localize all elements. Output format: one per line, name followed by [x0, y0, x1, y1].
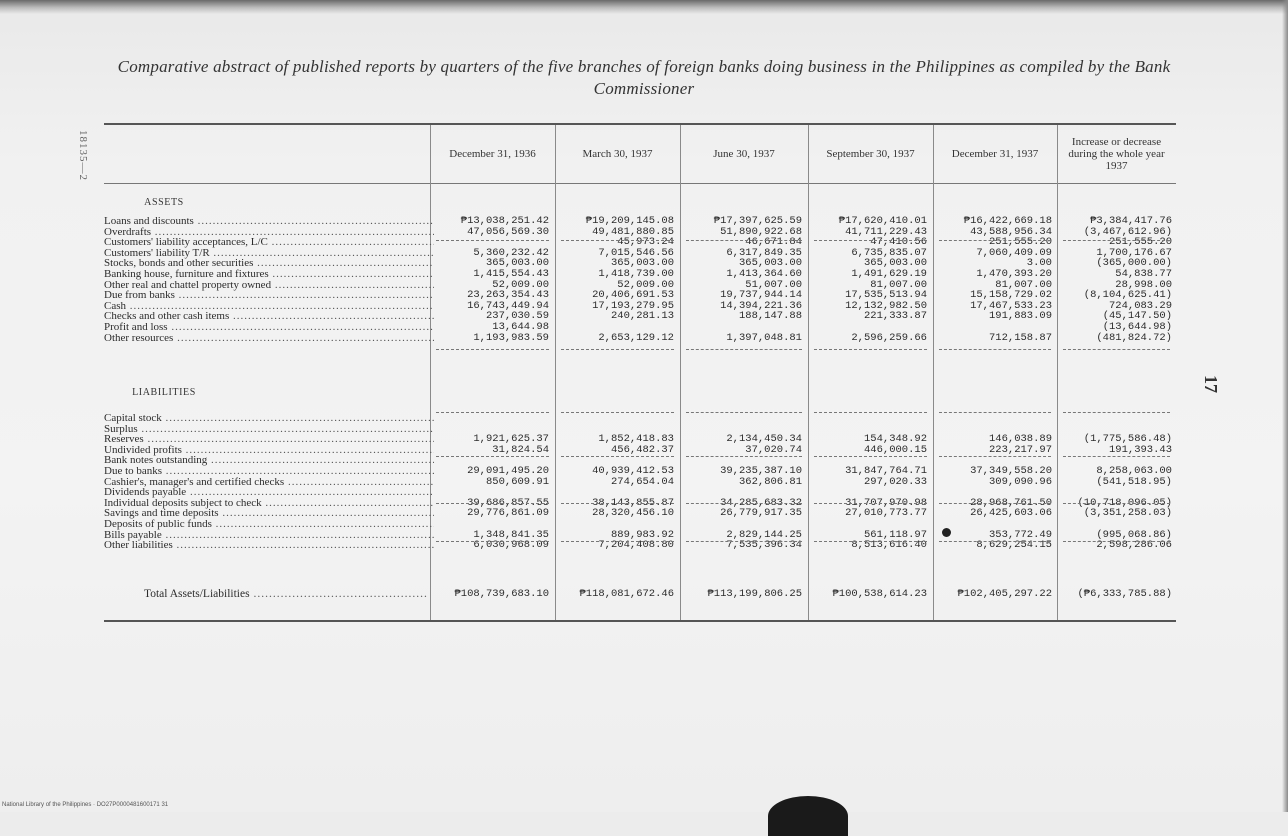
table-cell-value: 365,003.00: [485, 257, 549, 270]
footer-credit: National Library of the Philippines · DO27P0000481600171 31: [2, 802, 169, 808]
liabilities-row: [104, 508, 434, 519]
assets-row-label: Stocks, bonds and other securities: [104, 258, 254, 270]
liabilities-row: [104, 498, 434, 509]
table-cell-value: 191,393.43: [1108, 443, 1172, 456]
table-cell-value: 2,134,450.34: [726, 433, 802, 446]
document-title: Comparative abstract of published reports by quarters of the five branches of foreign banks doing business in the Philippines as compiled by the Bank Commissioner: [117, 57, 1171, 98]
assets-row: [104, 290, 434, 301]
separator-rule: [1063, 412, 1170, 413]
liabilities-row: [104, 445, 434, 456]
total-cell-value: ₱102,405,297.22: [957, 588, 1052, 600]
separator-rule: [561, 541, 674, 542]
assets-row-label: Other real and chattel property owned: [104, 279, 272, 291]
table-cell-value: 365,003.00: [738, 257, 802, 270]
table-cell-value: [808, 413, 927, 424]
liabilities-row-label: Individual deposits subject to check: [104, 497, 262, 509]
table-cell-value: 712,158.87: [988, 331, 1052, 344]
table-cell-value: 37,349,558.20: [970, 465, 1052, 477]
separator-rule: [436, 240, 549, 241]
separator-rule: [686, 456, 802, 457]
table-cell-value: 2,653,129.12: [598, 331, 674, 344]
table-cell-value: 12,132,982.50: [845, 299, 927, 312]
table-cell-value: 223,217.97: [988, 443, 1052, 456]
assets-row-label: Banking house, furniture and fixtures: [104, 269, 269, 280]
table-cell-value: ₱19,209,145.08: [585, 215, 674, 227]
header-rule: [104, 183, 1176, 184]
table-cell-value: [933, 413, 1052, 424]
page-right-edge-shadow: [1282, 0, 1288, 812]
table-cell-value: (10,718,096.05): [1077, 496, 1172, 509]
page-number: 17: [1201, 375, 1221, 393]
total-cell-value: ₱113,199,806.25: [707, 588, 802, 600]
separator-rule: [814, 503, 927, 504]
table-cell-value: 47,410.56: [870, 236, 927, 249]
table-cell-value: 13,644.98: [492, 321, 549, 333]
table-cell-value: 38,143,855.87: [592, 496, 674, 509]
separator-rule: [1063, 349, 1170, 350]
table-cell-value: 26,779,917.35: [720, 507, 802, 520]
table-cell-value: 29,091,495.20: [467, 465, 549, 477]
table-cell-value: 81,007.00: [870, 278, 927, 291]
assets-row-label: Other resources: [104, 332, 174, 344]
liabilities-row-label: Deposits of public funds: [104, 519, 212, 530]
assets-row: [104, 322, 434, 333]
assets-row-label: Profit and loss: [104, 322, 168, 333]
table-cell-value: (3,467,612.96): [1083, 225, 1172, 238]
table-cell-value: 28,998.00: [1115, 278, 1172, 291]
table-cell-value: [430, 413, 549, 424]
table-cell-value: 45,973.24: [617, 236, 674, 249]
separator-rule: [814, 541, 927, 542]
comparative-table: [104, 123, 1176, 622]
separator-rule: [814, 349, 927, 350]
table-cell-value: 240,281.13: [610, 310, 674, 323]
table-cell-value: 8,513,616.40: [851, 539, 927, 552]
table-cell-value: 1,418,739.00: [598, 268, 674, 280]
table-cell-value: ₱17,397,625.59: [713, 215, 802, 227]
table-cell-value: 31,707,970.98: [845, 496, 927, 509]
table-cell-value: 889,983.92: [610, 528, 674, 541]
column-header: December 31, 1936: [449, 148, 536, 160]
assets-row: [104, 333, 434, 344]
liabilities-row: [104, 519, 434, 530]
assets-row-label: Checks and other cash items: [104, 311, 230, 323]
table-cell-value: 31,824.54: [492, 443, 549, 456]
table-cell-value: 1,413,364.60: [726, 268, 802, 280]
total-cell-value: ₱108,739,683.10: [454, 588, 549, 600]
table-cell-value: 26,425,603.06: [970, 507, 1052, 520]
table-cell-value: 15,158,729.02: [970, 289, 1052, 302]
table-cell-value: 1,415,554.43: [473, 268, 549, 280]
separator-rule: [1063, 456, 1170, 457]
liabilities-row: [104, 487, 434, 498]
table-cell-value: 7,535,396.34: [726, 539, 802, 552]
assets-row: [104, 258, 434, 269]
table-cell-value: 52,009.00: [617, 278, 674, 291]
separator-rule: [561, 412, 674, 413]
table-cell-value: 446,000.15: [863, 443, 927, 456]
table-cell-value: 17,535,513.94: [845, 289, 927, 302]
table-cell-value: 6,317,849.35: [726, 246, 802, 259]
separator-rule: [1063, 503, 1170, 504]
table-cell-value: 2,829,144.25: [726, 528, 802, 541]
table-cell-value: ₱16,422,669.18: [963, 215, 1052, 227]
table-cell-value: 6,735,835.07: [851, 246, 927, 259]
separator-rule: [1063, 541, 1170, 542]
table-cell-value: 5,360,232.42: [473, 246, 549, 259]
total-cell-value: ₱100,538,614.23: [832, 588, 927, 600]
table-cell-value: 19,737,944.14: [720, 289, 802, 302]
table-cell-value: 27,010,773.77: [845, 507, 927, 520]
page-top-shadow: [0, 0, 1288, 14]
table-cell-value: 365,003.00: [863, 257, 927, 270]
table-cell-value: 81,007.00: [995, 278, 1052, 291]
side-print-number: 18135—2: [77, 130, 89, 181]
liabilities-row-label: Savings and time deposits: [104, 508, 219, 520]
table-cell-value: 23,263,354.43: [467, 289, 549, 302]
separator-rule: [939, 412, 1051, 413]
table-cell-value: 28,968,761.50: [970, 496, 1052, 509]
assets-row: [104, 227, 434, 238]
assets-row: [104, 248, 434, 259]
table-cell-value: 353,772.49: [988, 528, 1052, 541]
table-cell-value: [555, 413, 674, 424]
table-cell-value: 2,596,259.66: [851, 331, 927, 344]
total-cell-value: (₱6,333,785.88): [1077, 588, 1172, 600]
assets-row: [104, 216, 434, 227]
column-header: December 31, 1937: [951, 148, 1039, 160]
column-header: September 30, 1937: [826, 148, 915, 160]
table-cell-value: 49,481,880.85: [592, 225, 674, 238]
table-cell-value: 724,083.29: [1108, 299, 1172, 312]
liabilities-row-label: Capital stock: [104, 413, 162, 424]
table-cell-value: 251,555.20: [1108, 236, 1172, 249]
table-cell-value: 237,030.59: [485, 310, 549, 323]
liabilities-row: [104, 477, 434, 488]
separator-rule: [686, 240, 802, 241]
separator-rule: [939, 503, 1051, 504]
table-cell-value: 28,320,456.10: [592, 507, 674, 520]
liabilities-row-label: Surplus: [104, 423, 138, 435]
separator-rule: [939, 240, 1051, 241]
total-label: Total Assets/Liabilities: [144, 589, 250, 600]
column-header: June 30, 1937: [713, 148, 775, 160]
liabilities-row-label: Cashier's, manager's and certified checks: [104, 476, 285, 488]
liabilities-row-label: Dividends payable: [104, 487, 187, 499]
liabilities-row-label: Due to banks: [104, 466, 163, 477]
liabilities-row: [104, 540, 434, 551]
separator-rule: [814, 240, 927, 241]
table-cell-value: ₱17,620,410.01: [838, 215, 927, 227]
assets-row-label: Loans and discounts: [104, 216, 194, 227]
table-cell-value: (3,351,258.03): [1083, 507, 1172, 520]
table-cell-value: (8,104,625.41): [1083, 289, 1172, 302]
table-cell-value: 39,686,857.55: [467, 496, 549, 509]
table-cell-value: 52,009.00: [492, 278, 549, 291]
table-cell-value: 1,491,629.19: [851, 268, 927, 280]
liabilities-row-label: Other liabilities: [104, 540, 173, 552]
table-cell-value: ₱3,384,417.76: [1090, 215, 1172, 227]
assets-row-label: Due from banks: [104, 290, 175, 302]
table-cell-value: 40,939,412.53: [592, 465, 674, 477]
separator-rule: [939, 541, 1051, 542]
total-cell-value: ₱118,081,672.46: [579, 588, 674, 600]
separator-rule: [686, 412, 802, 413]
table-cell-value: 7,015,546.56: [598, 246, 674, 259]
separator-rule: [436, 412, 549, 413]
table-cell-value: 297,020.33: [863, 475, 927, 488]
table-cell-value: 54,838.77: [1115, 268, 1172, 280]
table-cell-value: (995,068.86): [1096, 528, 1172, 541]
separator-rule: [686, 349, 802, 350]
table-cell-value: 251,555.20: [988, 236, 1052, 249]
table-cell-value: 34,285,683.32: [720, 496, 802, 509]
table-cell-value: 1,193,983.59: [473, 331, 549, 344]
liabilities-row: [104, 434, 434, 445]
separator-rule: [436, 456, 549, 457]
separator-rule: [436, 541, 549, 542]
table-cell-value: 16,743,449.94: [467, 299, 549, 312]
liabilities-row-label: Bills payable: [104, 529, 162, 541]
table-cell-value: 850,609.91: [485, 475, 549, 488]
assets-row: [104, 301, 434, 312]
separator-rule: [561, 503, 674, 504]
column-header: Increase or decrease during the whole year 1937: [1068, 136, 1165, 172]
liabilities-row: [104, 455, 434, 466]
column-header: March 30, 1937: [582, 148, 653, 160]
table-cell-value: 7,060,409.09: [976, 246, 1052, 259]
table-cell-value: 2,598,286.06: [1096, 539, 1172, 552]
ink-spot: [942, 528, 951, 537]
table-cell-value: (1,775,586.48): [1083, 433, 1172, 446]
table-cell-value: 456,482.37: [610, 443, 674, 456]
table-cell-value: 1,470,393.20: [976, 268, 1052, 280]
assets-row: [104, 269, 434, 280]
table-cell-value: (541,518.95): [1096, 475, 1172, 488]
scan-shadow: [768, 796, 848, 836]
table-cell-value: 43,588,956.34: [970, 225, 1052, 238]
table-cell-value: 1,852,418.83: [598, 433, 674, 446]
liabilities-row-label: Undivided profits: [104, 444, 182, 456]
table-cell-value: 561,118.97: [863, 528, 927, 541]
assets-row-label: Overdrafts: [104, 226, 152, 238]
table-cell-value: 8,258,063.00: [1096, 465, 1172, 477]
separator-rule: [686, 541, 802, 542]
table-cell-value: 274,654.04: [610, 475, 674, 488]
liabilities-row-label: Reserves: [104, 434, 144, 446]
liabilities-row: [104, 424, 434, 435]
table-cell-value: (13,644.98): [1102, 321, 1172, 333]
assets-row: [104, 280, 434, 291]
table-cell-value: 29,776,861.09: [467, 507, 549, 520]
table-cell-value: 7,204,408.80: [598, 539, 674, 552]
table-cell-value: 362,806.81: [738, 475, 802, 488]
table-cell-value: 31,847,764.71: [845, 465, 927, 477]
separator-rule: [436, 503, 549, 504]
table-cell-value: 51,007.00: [745, 278, 802, 291]
total-row: [144, 589, 428, 600]
table-cell-value: [1057, 413, 1172, 424]
separator-rule: [1063, 240, 1170, 241]
table-cell-value: 14,394,221.36: [720, 299, 802, 312]
liabilities-row-label: Bank notes outstanding: [104, 455, 208, 467]
table-cell-value: 365,003.00: [610, 257, 674, 270]
table-cell-value: 1,921,625.37: [473, 433, 549, 446]
liabilities-row: [104, 530, 434, 541]
table-cell-value: 39,235,387.10: [720, 465, 802, 477]
separator-rule: [939, 456, 1051, 457]
separator-rule: [939, 349, 1051, 350]
table-cell-value: 17,193,279.95: [592, 299, 674, 312]
separator-rule: [561, 240, 674, 241]
separator-rule: [814, 412, 927, 413]
table-cell-value: 6,030,968.09: [473, 539, 549, 552]
assets-row: [104, 311, 434, 322]
separator-rule: [436, 349, 549, 350]
assets-row-label: Customers' liability acceptances, L/C: [104, 237, 268, 249]
table-cell-value: [680, 413, 802, 424]
assets-row: [104, 237, 434, 248]
table-cell-value: 51,890,922.68: [720, 225, 802, 238]
separator-rule: [814, 456, 927, 457]
table-cell-value: 1,348,841.35: [473, 528, 549, 541]
table-cell-value: 8,629,254.15: [976, 539, 1052, 552]
section-heading-liabilities: LIABILITIES: [132, 387, 196, 398]
table-cell-value: 37,020.74: [745, 443, 802, 456]
table-cell-value: 1,700,176.67: [1096, 246, 1172, 259]
table-cell-value: (481,824.72): [1096, 331, 1172, 344]
table-cell-value: 221,333.87: [863, 310, 927, 323]
table-cell-value: 309,090.96: [988, 475, 1052, 488]
liabilities-row: [104, 413, 434, 424]
liabilities-row: [104, 466, 434, 477]
table-cell-value: 3.00: [1026, 257, 1052, 270]
table-cell-value: 20,406,691.53: [592, 289, 674, 302]
separator-rule: [561, 456, 674, 457]
table-cell-value: ₱13,038,251.42: [460, 215, 549, 227]
table-cell-value: 188,147.88: [738, 310, 802, 323]
table-cell-value: 41,711,229.43: [845, 225, 927, 238]
table-cell-value: (45,147.50): [1102, 310, 1172, 323]
table-cell-value: 191,883.09: [988, 310, 1052, 323]
table-cell-value: 46,671.84: [745, 236, 802, 249]
assets-row-label: Customers' liability T/R: [104, 247, 210, 259]
table-cell-value: 47,056,569.30: [467, 225, 549, 238]
table-cell-value: 154,348.92: [863, 433, 927, 446]
assets-row-label: Cash: [104, 300, 126, 312]
table-cell-value: 1,397,048.81: [726, 331, 802, 344]
table-cell-value: 17,467,533.23: [970, 299, 1052, 312]
separator-rule: [686, 503, 802, 504]
section-heading-assets: ASSETS: [144, 197, 184, 208]
table-cell-value: (365,000.00): [1096, 257, 1172, 270]
separator-rule: [561, 349, 674, 350]
table-cell-value: 146,038.89: [988, 433, 1052, 446]
